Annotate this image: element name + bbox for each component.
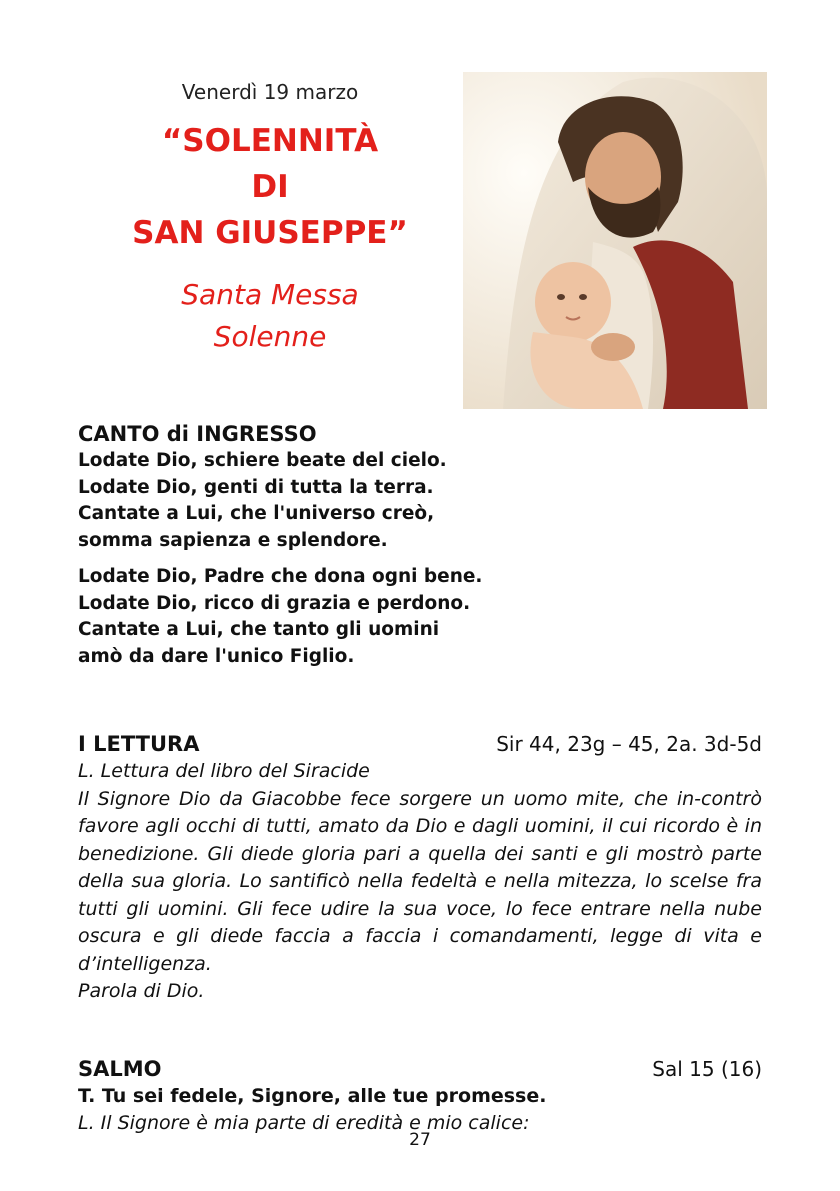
canto-line: Lodate Dio, schiere beate del cielo.	[78, 450, 447, 471]
lettura-text: Il Signore Dio da Giacobbe fece sorgere un uomo mite, che in-contrò favore agli occhi di tutti, amato da Dio e dagli uomini, il cui ricordo è in benedizione. Gli diede gloria pari a quella dei santi e gli mostrò parte della sua gloria. Lo santificò nella fedeltà e nella mitezza, lo scelse fra tutti gli uomini. Gli fece udire la sua voce, lo fece entrare nella nube oscura e gli diede faccia a faccia i comandamenti, legge di vita e d’intelligenza.	[78, 787, 762, 975]
page-number: 27	[409, 1130, 431, 1150]
canto-heading: CANTO di INGRESSO	[78, 422, 317, 446]
subtitle-line: Solenne	[213, 320, 327, 353]
page-title	[100, 118, 440, 256]
saint-joseph-image	[463, 72, 767, 409]
date-text: Venerdì 19 marzo	[181, 80, 359, 104]
canto-line: Lodate Dio, Padre che dona ogni bene.	[78, 566, 483, 587]
header	[100, 78, 440, 358]
lettura-closing: Parola di Dio.	[78, 980, 205, 1002]
salmo-verse: L. Il Signore è mia parte di eredità e mio calice:	[78, 1111, 530, 1134]
title-line: DI	[251, 169, 289, 205]
canto-line: somma sapienza e splendore.	[78, 529, 388, 551]
canto-section	[78, 420, 762, 670]
salmo-heading: SALMO	[78, 1057, 162, 1081]
lettura-heading: I LETTURA	[78, 732, 200, 756]
canto-line: Cantate a Lui, che tanto gli uomini	[78, 619, 440, 640]
canto-stanza-2	[78, 564, 762, 670]
canto-line: Lodate Dio, ricco di grazia e perdono.	[78, 592, 471, 614]
salmo-section	[78, 1055, 762, 1137]
lettura-reference: Sir 44, 23g – 45, 2a. 3d-5d	[496, 732, 762, 756]
lettura-intro: L. Lettura del libro del Siracide	[78, 760, 370, 782]
salmo-reference: Sal 15 (16)	[652, 1057, 762, 1081]
canto-line: amò da dare l'unico Figlio.	[78, 645, 355, 667]
salmo-response: T. Tu sei fedele, Signore, alle tue promesse.	[78, 1085, 547, 1107]
title-line: SAN GIUSEPPE”	[132, 215, 408, 251]
canto-stanza-1	[78, 448, 762, 554]
canto-line: Cantate a Lui, che l'universo creò,	[78, 503, 435, 524]
subtitle-line: Santa Messa	[181, 278, 359, 311]
page-subtitle	[100, 274, 440, 358]
saint-joseph-illustration	[463, 72, 767, 409]
lettura-section	[78, 730, 762, 1006]
title-line: “SOLENNITÀ	[161, 123, 379, 159]
canto-line: Lodate Dio, genti di tutta la terra.	[78, 476, 434, 498]
